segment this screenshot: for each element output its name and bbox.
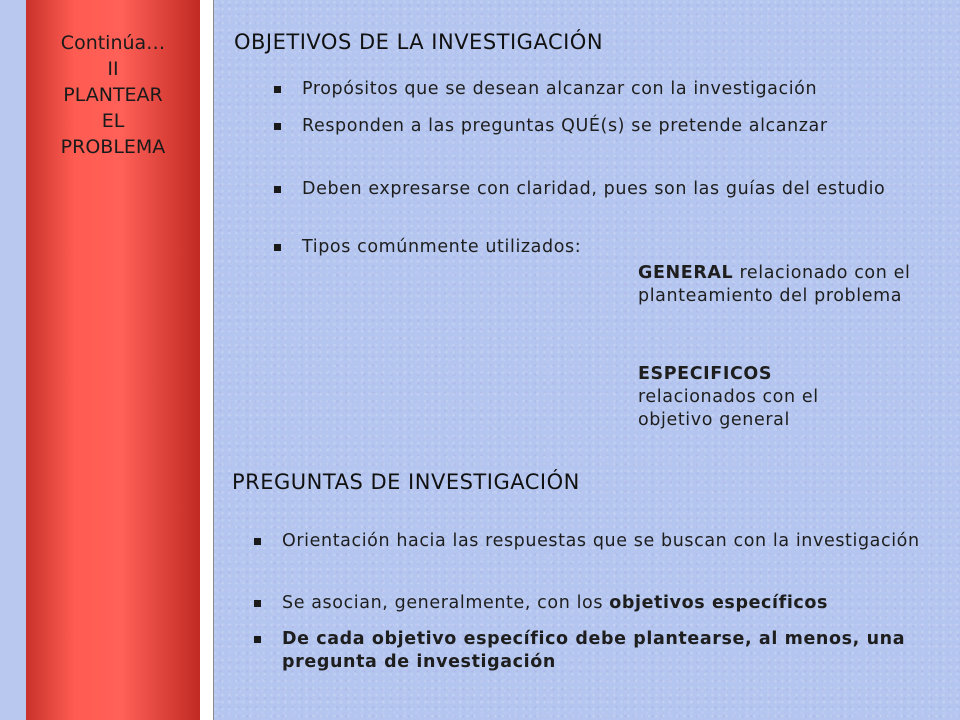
bullet-text: Propósitos que se desean alcanzar con la investigación bbox=[302, 79, 818, 99]
objetivos-bullet-2 bbox=[302, 115, 862, 138]
bullet-square-icon bbox=[274, 123, 281, 130]
bullet-square-icon bbox=[274, 244, 281, 251]
bullet-text: Tipos comúnmente utilizados: bbox=[302, 237, 582, 257]
general-label: GENERAL bbox=[638, 263, 734, 283]
bullet-text: Responden a las preguntas QUÉ(s) se pretende alcanzar bbox=[302, 116, 828, 136]
general-text: relacionado con el planteamiento del problema bbox=[638, 263, 911, 306]
objetivos-bullet-1 bbox=[302, 78, 952, 101]
bullet-text: Deben expresarse con claridad, pues son las guías del estudio bbox=[302, 179, 886, 199]
especificos-label: ESPECIFICOS bbox=[638, 364, 773, 384]
bullet-square-icon bbox=[254, 636, 261, 643]
especificos-text: relacionados con el objetivo general bbox=[638, 387, 819, 430]
bullet-square-icon bbox=[274, 86, 281, 93]
bullet-text: Se asocian, generalmente, con los bbox=[282, 593, 604, 613]
preguntas-bullet-1 bbox=[282, 530, 942, 553]
preguntas-bullet-3 bbox=[282, 628, 958, 674]
bullet-square-icon bbox=[254, 600, 261, 607]
bullet-bold-text: objetivos específicos bbox=[609, 593, 829, 613]
objetivos-bullet-3 bbox=[302, 178, 952, 201]
sidebar-line-5: PROBLEMA bbox=[60, 136, 166, 158]
preguntas-bullet-2 bbox=[282, 592, 952, 615]
divider bbox=[200, 0, 213, 720]
sidebar-line-2: II bbox=[107, 58, 119, 80]
bullet-text: De cada objetivo específico debe plantearse, al menos, una pregunta de investigación bbox=[282, 629, 906, 672]
sidebar-title bbox=[26, 30, 200, 160]
objetivos-especificos bbox=[638, 363, 878, 432]
sidebar-line-4: EL bbox=[101, 110, 125, 132]
bullet-square-icon bbox=[254, 538, 261, 545]
objetivos-heading: OBJETIVOS DE LA INVESTIGACIÓN bbox=[234, 30, 604, 54]
sidebar-line-3: PLANTEAR bbox=[63, 84, 163, 106]
bullet-text: Orientación hacia las respuestas que se buscan con la investigación bbox=[282, 531, 920, 551]
objetivos-bullet-4 bbox=[302, 236, 952, 259]
sidebar-line-1: Continúa… bbox=[60, 32, 166, 54]
bullet-square-icon bbox=[274, 186, 281, 193]
preguntas-heading: PREGUNTAS DE INVESTIGACIÓN bbox=[232, 470, 580, 494]
objetivo-general bbox=[638, 262, 938, 308]
